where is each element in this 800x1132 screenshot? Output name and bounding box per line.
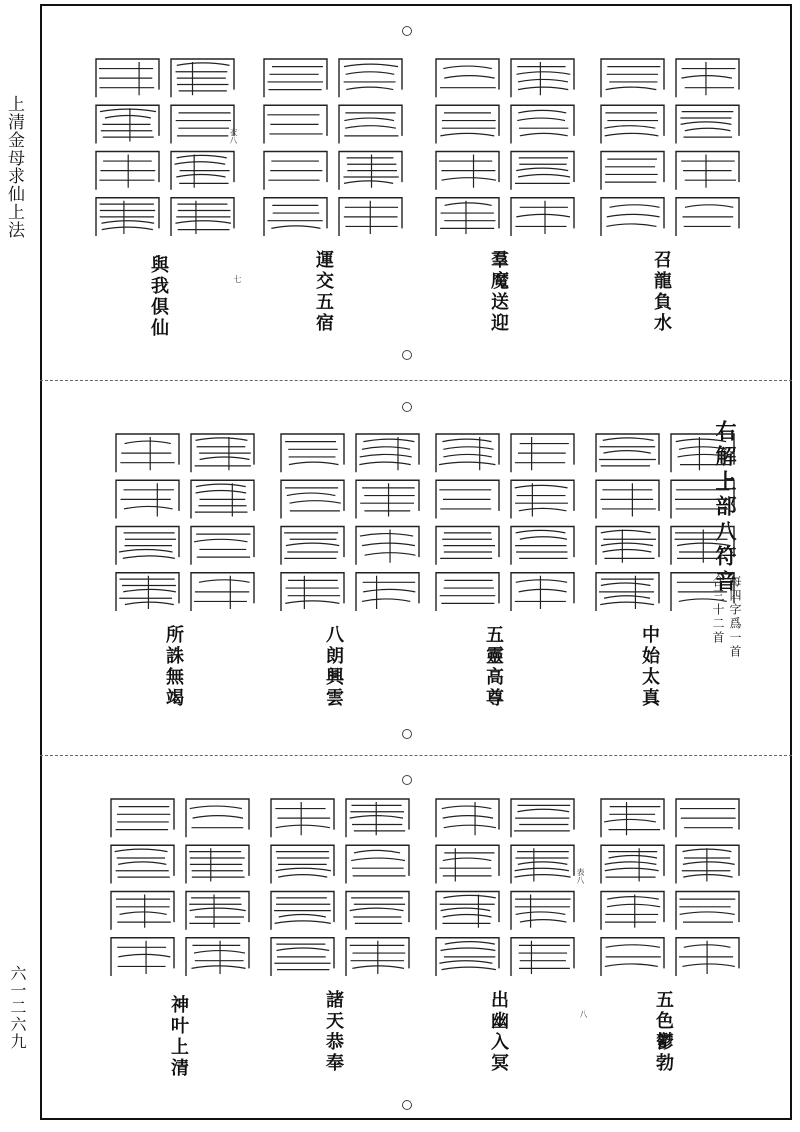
seal-character — [186, 845, 249, 883]
seal-character — [671, 480, 734, 518]
seal-glyph-drawing — [90, 55, 240, 240]
seal-script-talisman — [430, 430, 580, 615]
seal-character — [111, 938, 174, 976]
seal-character — [436, 892, 499, 930]
seal-character — [171, 105, 234, 143]
row-divider — [40, 755, 792, 756]
seal-character — [346, 845, 409, 883]
seal-character — [436, 198, 499, 236]
caption: 諸天恭奉 — [323, 990, 344, 1074]
seal-character — [171, 152, 234, 190]
seal-character — [346, 938, 409, 976]
seal-character — [436, 480, 499, 518]
seal-character — [511, 892, 574, 930]
seal-character — [111, 845, 174, 883]
seal-character — [601, 152, 664, 190]
seal-character — [676, 892, 739, 930]
seal-character — [171, 59, 234, 97]
seal-glyph-drawing — [110, 430, 260, 615]
seal-character — [596, 480, 659, 518]
seal-character — [601, 59, 664, 97]
seal-character — [676, 845, 739, 883]
caption: 與我俱仙 — [148, 255, 169, 339]
seal-character — [671, 573, 734, 611]
seal-character — [116, 480, 179, 518]
seal-character — [339, 59, 402, 97]
seal-character — [186, 799, 249, 837]
seal-character — [511, 573, 574, 611]
margin-marker: 七 — [233, 275, 242, 283]
seal-character — [264, 152, 327, 190]
caption: 所誅無竭 — [163, 625, 184, 709]
caption: 召龍負水 — [651, 250, 672, 334]
seal-character — [676, 105, 739, 143]
seal-character — [511, 198, 574, 236]
seal-character — [186, 938, 249, 976]
seal-character — [511, 105, 574, 143]
caption: 出幽入冥 — [488, 990, 509, 1074]
seal-character — [271, 892, 334, 930]
seal-character — [281, 573, 344, 611]
seal-character — [676, 59, 739, 97]
seal-character — [436, 152, 499, 190]
margin-marker: 衣八 — [229, 128, 238, 144]
seal-character — [96, 105, 159, 143]
seal-glyph-drawing — [430, 430, 580, 615]
seal-script-talisman — [430, 55, 580, 240]
seal-character — [436, 105, 499, 143]
seal-glyph-drawing — [590, 430, 740, 615]
seal-character — [436, 59, 499, 97]
seal-script-talisman — [595, 795, 745, 980]
seal-character — [191, 480, 254, 518]
caption: 八朗興雲 — [323, 625, 344, 709]
seal-script-talisman — [90, 55, 240, 240]
seal-character — [356, 573, 419, 611]
seal-character — [511, 845, 574, 883]
seal-script-talisman — [110, 430, 260, 615]
seal-script-talisman — [265, 795, 415, 980]
row-divider — [40, 380, 792, 381]
seal-character — [96, 198, 159, 236]
seal-character — [339, 152, 402, 190]
seal-character — [671, 434, 734, 472]
binding-hole-icon — [402, 350, 412, 360]
caption: 中始太真 — [639, 625, 660, 709]
seal-character — [339, 198, 402, 236]
seal-character — [271, 938, 334, 976]
seal-character — [596, 573, 659, 611]
seal-character — [111, 892, 174, 930]
seal-character — [264, 198, 327, 236]
seal-character — [346, 892, 409, 930]
binding-hole-icon — [402, 775, 412, 785]
seal-character — [186, 892, 249, 930]
seal-character — [111, 799, 174, 837]
caption: 運交五宿 — [313, 250, 334, 334]
seal-character — [171, 198, 234, 236]
seal-character — [436, 938, 499, 976]
seal-glyph-drawing — [430, 795, 580, 980]
seal-character — [601, 845, 664, 883]
caption: 羣魔送迎 — [488, 250, 509, 334]
seal-character — [116, 573, 179, 611]
page-number: 六一二六九 — [8, 965, 27, 1050]
seal-character — [191, 434, 254, 472]
seal-script-talisman — [590, 430, 740, 615]
seal-character — [281, 527, 344, 565]
seal-character — [116, 527, 179, 565]
seal-glyph-drawing — [595, 55, 745, 240]
seal-character — [356, 527, 419, 565]
margin-marker: 表八 — [576, 868, 585, 884]
seal-character — [436, 845, 499, 883]
seal-character — [511, 527, 574, 565]
seal-script-talisman — [595, 55, 745, 240]
seal-character — [436, 573, 499, 611]
seal-glyph-drawing — [595, 795, 745, 980]
seal-glyph-drawing — [275, 430, 425, 615]
book-title: 上清金母求仙上法 — [4, 95, 24, 239]
seal-character — [116, 434, 179, 472]
seal-character — [601, 799, 664, 837]
seal-character — [436, 527, 499, 565]
section-note: 合三十二首 — [711, 575, 725, 645]
seal-glyph-drawing — [105, 795, 255, 980]
seal-character — [601, 938, 664, 976]
seal-glyph-drawing — [258, 55, 408, 240]
seal-character — [96, 152, 159, 190]
seal-character — [601, 198, 664, 236]
seal-glyph-drawing — [430, 55, 580, 240]
seal-character — [676, 938, 739, 976]
seal-character — [511, 434, 574, 472]
binding-hole-icon — [402, 1100, 412, 1110]
seal-character — [271, 845, 334, 883]
margin-marker: 八 — [579, 1010, 588, 1018]
caption: 五靈高尊 — [483, 625, 504, 709]
seal-character — [511, 799, 574, 837]
seal-character — [356, 480, 419, 518]
seal-character — [339, 105, 402, 143]
seal-character — [676, 799, 739, 837]
seal-character — [511, 59, 574, 97]
seal-character — [264, 105, 327, 143]
seal-script-talisman — [430, 795, 580, 980]
binding-hole-icon — [402, 729, 412, 739]
seal-character — [346, 799, 409, 837]
binding-hole-icon — [402, 402, 412, 412]
seal-character — [601, 105, 664, 143]
caption: 神叶上清 — [168, 995, 189, 1079]
seal-script-talisman — [258, 55, 408, 240]
seal-script-talisman — [275, 430, 425, 615]
section-title: 右解上部八符音 — [713, 420, 738, 595]
seal-character — [191, 527, 254, 565]
seal-character — [676, 152, 739, 190]
seal-character — [436, 434, 499, 472]
section-note: 每四字爲一首 — [728, 575, 742, 659]
seal-character — [356, 434, 419, 472]
binding-hole-icon — [402, 26, 412, 36]
seal-character — [511, 938, 574, 976]
seal-glyph-drawing — [265, 795, 415, 980]
seal-character — [511, 480, 574, 518]
seal-character — [676, 198, 739, 236]
seal-character — [264, 59, 327, 97]
seal-character — [436, 799, 499, 837]
seal-character — [596, 527, 659, 565]
seal-character — [191, 573, 254, 611]
seal-character — [596, 434, 659, 472]
seal-character — [281, 434, 344, 472]
seal-character — [271, 799, 334, 837]
seal-character — [511, 152, 574, 190]
seal-character — [601, 892, 664, 930]
seal-character — [671, 527, 734, 565]
seal-script-talisman — [105, 795, 255, 980]
seal-character — [281, 480, 344, 518]
seal-character — [96, 59, 159, 97]
caption: 五色鬱勃 — [653, 990, 674, 1074]
